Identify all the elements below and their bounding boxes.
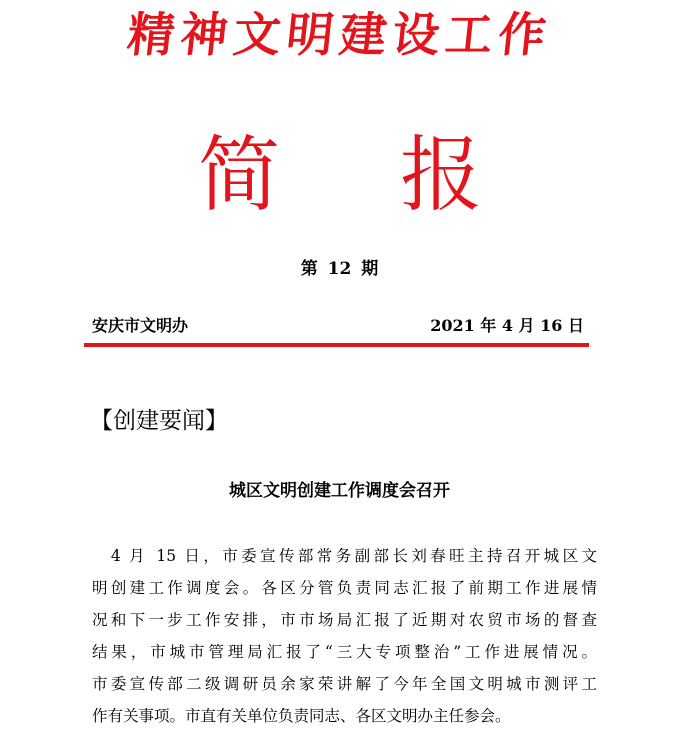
brief-title-char-2: 报: [400, 128, 483, 223]
issuer: 安庆市文明办: [92, 316, 189, 335]
red-divider: [84, 343, 589, 347]
article-line: 况和下一步工作安排，市市场局汇报了近期对农贸市场的督查: [92, 611, 597, 629]
article-line: 结果，市城市管理局汇报了“三大专项整治”工作进展情况。: [92, 643, 597, 661]
brief-title: [0, 128, 679, 224]
article-headline: 城区文明创建工作调度会召开: [229, 481, 450, 501]
masthead-title: 精神文明建设工作: [124, 8, 555, 63]
article-line: 明创建工作调度会。各区分管负责同志汇报了前期工作进展情: [92, 579, 597, 597]
publish-date: 2021 年 4 月 16 日: [430, 316, 584, 335]
brief-title-char-1: 简: [198, 128, 281, 223]
article-body: [92, 540, 597, 731]
issue-number: 第 12 期: [300, 259, 379, 279]
article-line: 作有关事项。市直有关单位负责同志、各区文明办主任参会。: [92, 707, 511, 725]
section-heading: 【创建要闻】: [90, 408, 228, 434]
article-line: 市委宣传部二级调研员余家荣讲解了今年全国文明城市测评工: [92, 675, 597, 693]
article-line: 4 月 15 日，市委宣传部常务副部长刘春旺主持召开城区文: [92, 547, 597, 565]
